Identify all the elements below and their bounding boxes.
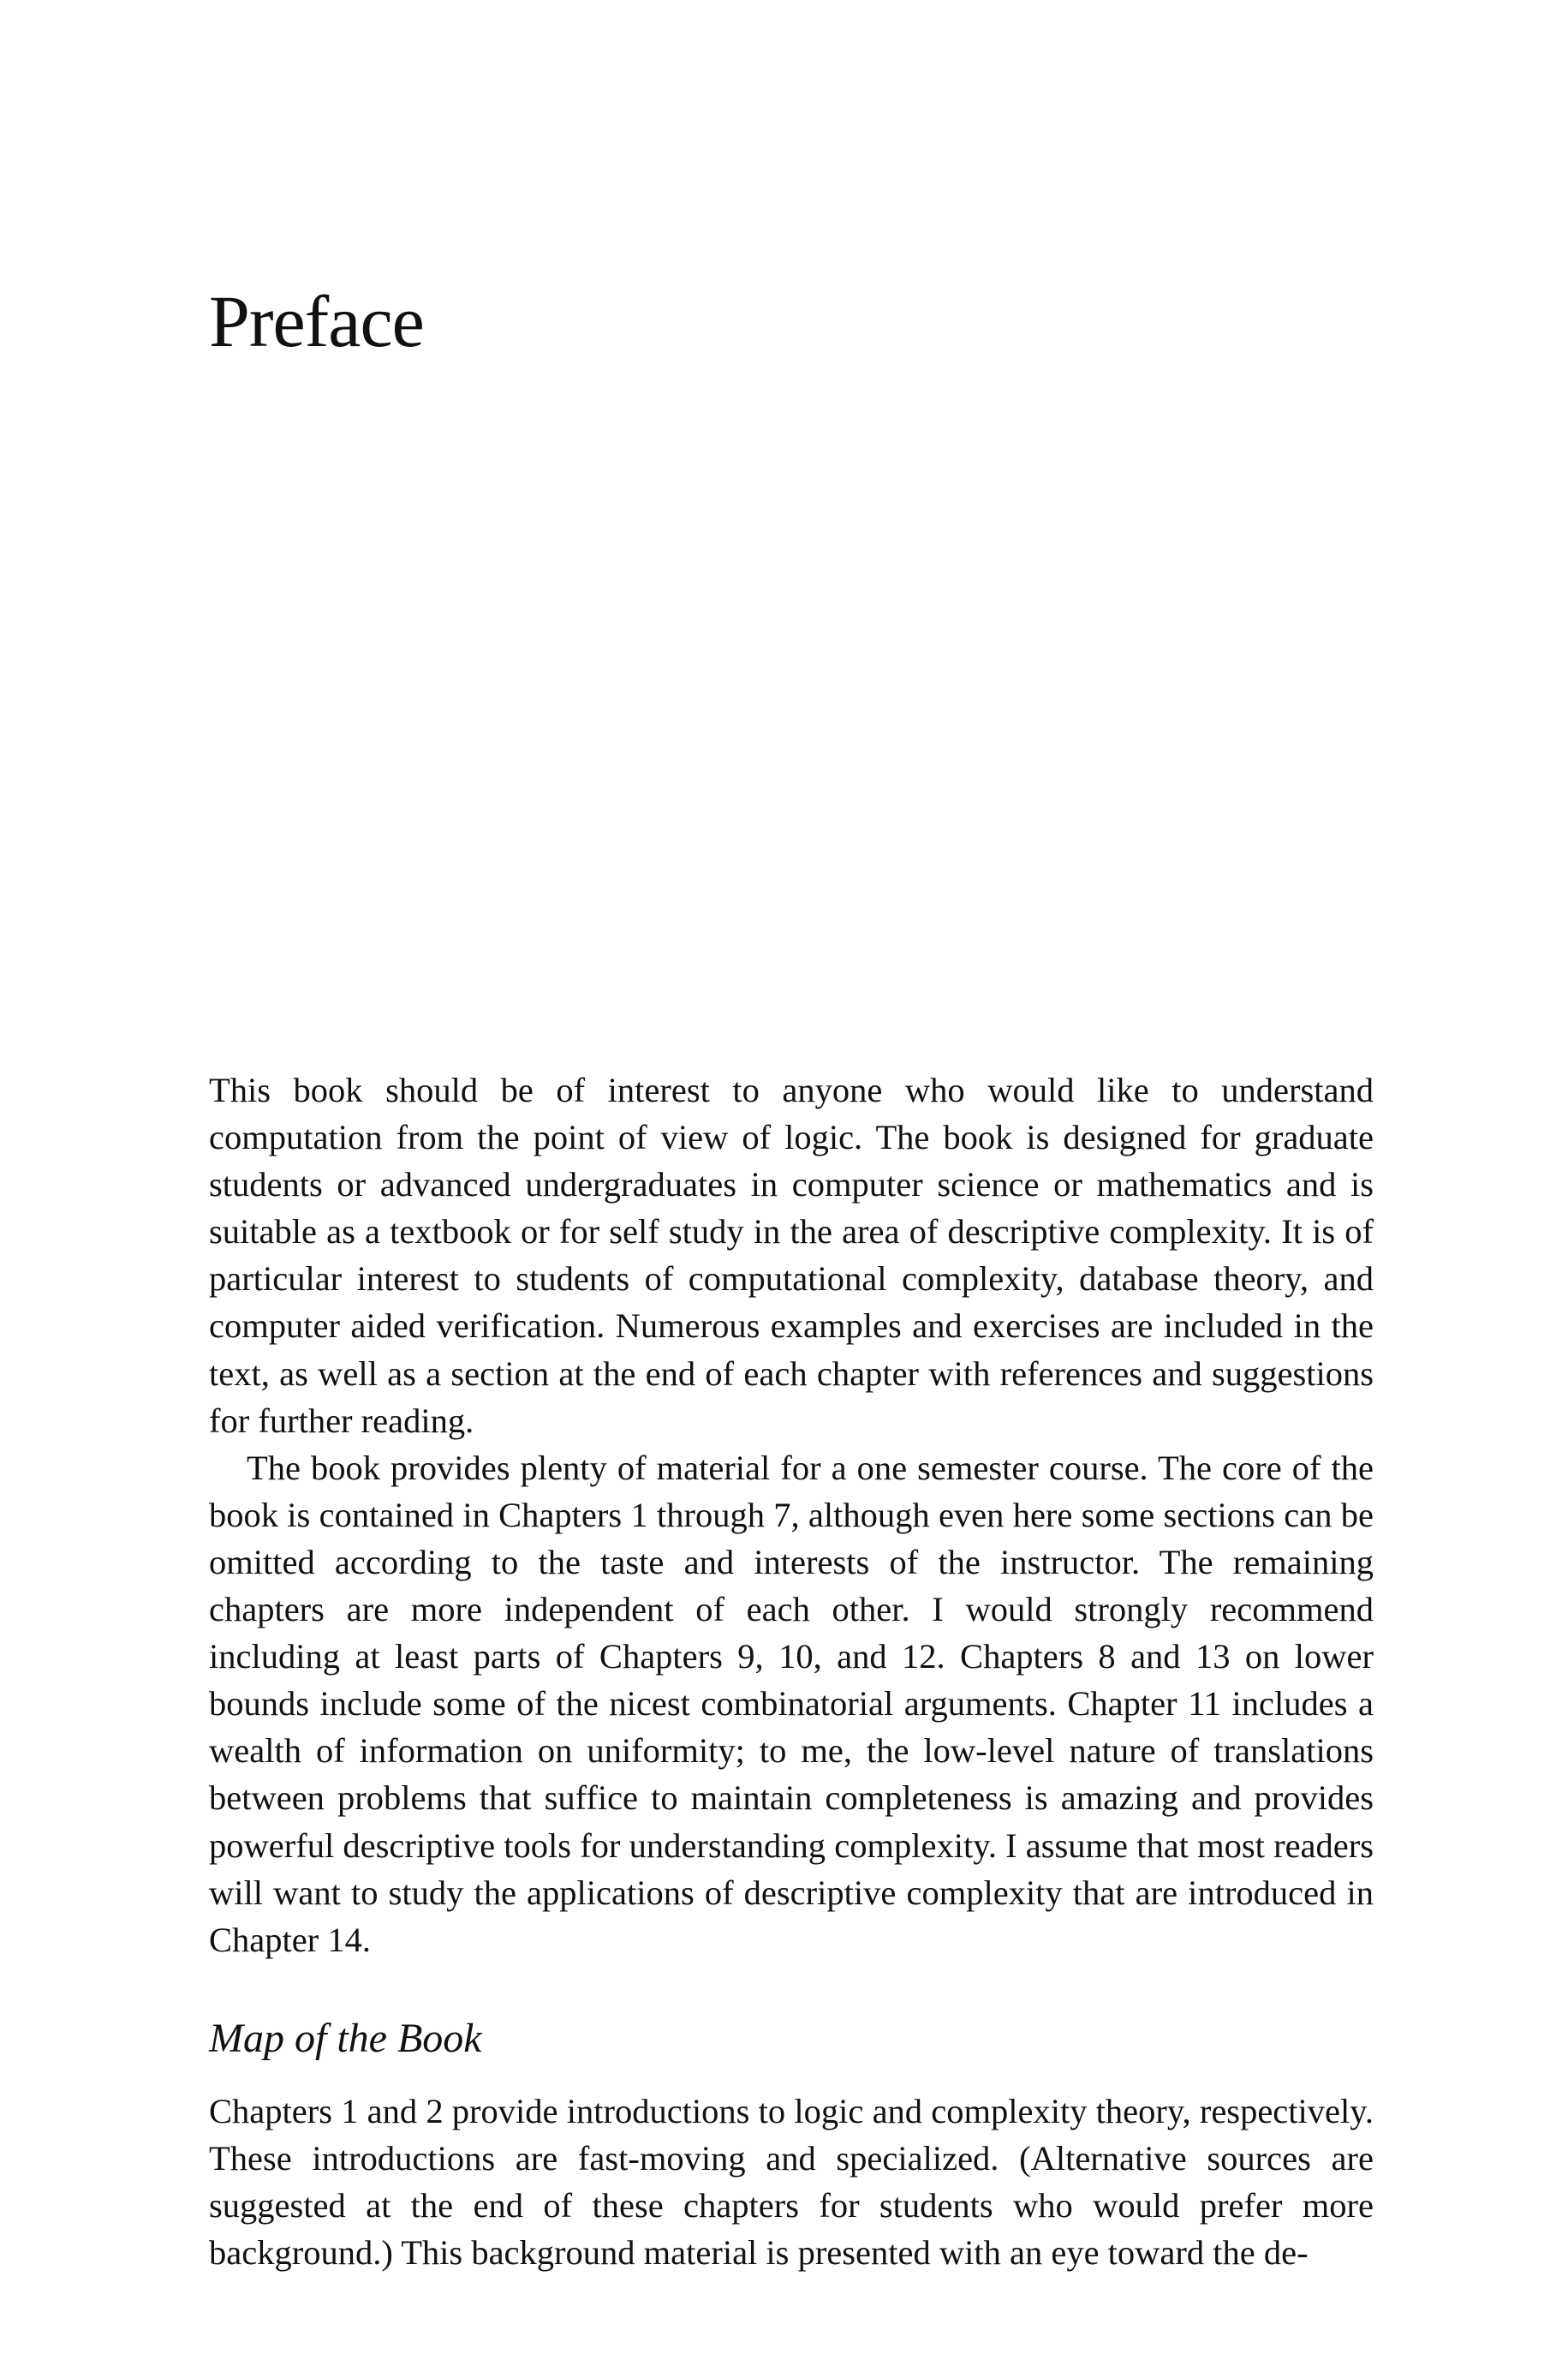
section-heading: Map of the Book bbox=[209, 2015, 482, 2061]
chapter-title: Preface bbox=[209, 280, 424, 362]
intro-paragraph-2: The book provides plenty of material for a one semester course. The core of the book is contained in Chapters 1 through 7, although even here some sections can be omitted according to the taste and interests of the instructor. The remaining chapters are more independent of each other. I would strongly recommend including at least parts of Chapters 9, 10, and 12. Chapters 8 and 13 on lower bounds include some of the nicest combinatorial arguments. Chapter 11 includes a wealth of information on uniformity; to me, the low-level nature of translations between problems that suffice to maintain completeness is amazing and provides powerful descriptive tools for understanding complexity. I assume that most readers will want to study the applications of descriptive complexity that are introduced in Chapter 14. bbox=[209, 1448, 1374, 1959]
intro-paragraph-1: This book should be of interest to anyone who would like to understand computation from the point of view of logic. The book is designed for graduate students or advanced undergraduates in computer science or mathematics and is suitable as a textbook or for self study in the area of descriptive complexity. It is of particular interest to students of computational complexity, database theory, and computer aided verification. Numerous examples and exercises are included in the text, as well as a section at the end of each chapter with references and suggestions for further reading. bbox=[209, 1071, 1374, 1440]
body-text bbox=[209, 1067, 1374, 2276]
map-of-the-book-section bbox=[209, 2017, 1374, 2276]
map-paragraph: Chapters 1 and 2 provide introductions to logic and complexity theory, respectively. These introductions are fast-moving and specialized. (Alternative sources are suggested at the end of these chapters for students who would prefer more background.) This background material is presented with an eye toward the de- bbox=[209, 2091, 1374, 2272]
